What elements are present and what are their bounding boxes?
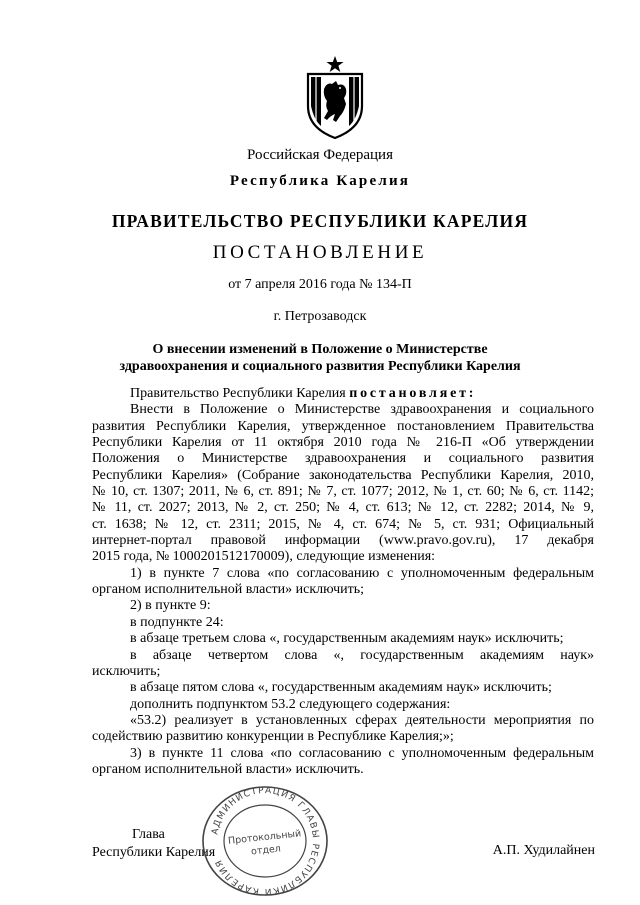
body-line: органом исполнительной власти» исключить;	[92, 582, 365, 598]
signatory-title-line: Республики Карелия	[92, 845, 216, 860]
body-line: 3) в пункте 11 слова «по согласованию с уполномоченным федеральным	[130, 745, 594, 761]
body-line: в абзаце пятом слова «, государственным академиям наук» исключить;	[130, 680, 552, 696]
body-line: Положения о Министерстве здравоохранения и социального развития	[92, 451, 594, 467]
preamble-lead: Правительство Республики Карелия	[130, 386, 350, 401]
body-line: № 10, ст. 1307; 2011, № 6, ст. 891; № 7, ст. 1077; 2012, № 1, ст. 60; № 6, ст. 1142;	[92, 484, 594, 500]
body-line: Республики Карелия» (Собрание законодательства Республики Карелия, 2010,	[92, 467, 594, 483]
body-line: в подпункте 24:	[130, 614, 224, 630]
body-line: дополнить подпунктом 53.2 следующего содержания:	[130, 696, 451, 712]
subject-line: здравоохранения и социального развития Республики Карелия	[119, 359, 521, 374]
republic-name: Республика Карелия	[229, 173, 411, 189]
body-line: интернет-портал правовой информации (www.pravo.gov.ru), 17 декабря	[92, 533, 594, 549]
body-line: 2) в пункте 9:	[130, 598, 211, 614]
body-line: Республики Карелия от 11 октября 2010 года № 216-П «Об утверждении	[92, 435, 594, 451]
body-line: содействию развитию конкуренции в Республике Карелия;»;	[92, 729, 454, 745]
svg-text:АДМИНИСТРАЦИЯ ГЛАВЫ РЕСПУБЛИКИ: АДМИНИСТРАЦИЯ ГЛАВЫ РЕСПУБЛИКИ КАРЕЛИЯ	[210, 785, 321, 897]
preamble-verb: постановляет:	[349, 386, 477, 401]
body-line: органом исполнительной власти» исключить.	[92, 761, 364, 777]
preamble	[92, 386, 594, 402]
decree-body	[92, 386, 594, 778]
body-line: ст. 1638; № 12, ст. 2311; 2015, № 4, ст. 674; № 5, ст. 931; Официальный	[92, 516, 594, 532]
body-line: развития Республики Карелия, утвержденное постановлением Правительства	[92, 418, 594, 434]
karelia-coat-of-arms-emblem	[300, 56, 370, 140]
decree-dateline: от 7 апреля 2016 года № 134-П	[228, 277, 412, 292]
subject-line: О внесении изменений в Положение о Министерстве	[152, 342, 488, 357]
official-stamp-seal	[197, 783, 333, 899]
body-line: в абзаце третьем слова «, государственным академиям наук» исключить;	[130, 631, 564, 647]
body-line: исключить;	[92, 663, 161, 679]
body-line: «53.2) реализует в установленных сферах деятельности мероприятия по	[130, 712, 594, 728]
body-line: 2015 года, № 1000201512170009), следующие изменения:	[92, 549, 436, 565]
decree-subject	[0, 341, 640, 375]
svg-text:отдел: отдел	[250, 843, 282, 858]
body-line: № 11, ст. 2027; 2013, № 2, ст. 250; № 4, ст. 613; № 12, ст. 2282; 2014, № 9,	[92, 500, 594, 516]
svg-text:Протокольный: Протокольный	[227, 828, 302, 847]
body-line: Внести в Положение о Министерстве здравоохранения и социального	[130, 402, 594, 418]
body-line: 1) в пункте 7 слова «по согласованию с уполномоченным федеральным	[130, 565, 594, 581]
government-title: ПРАВИТЕЛЬСТВО РЕСПУБЛИКИ КАРЕЛИЯ	[111, 211, 529, 231]
signatory-title-line: Глава	[132, 827, 165, 842]
country-name: Российская Федерация	[247, 147, 393, 163]
body-line: в абзаце четвертом слова «, государственным академиям наук»	[130, 647, 594, 663]
decree-type-title: ПОСТАНОВЛЕНИЕ	[212, 242, 428, 263]
signatory-name: А.П. Худилайнен	[492, 843, 595, 858]
decree-city: г. Петрозаводск	[273, 309, 367, 324]
